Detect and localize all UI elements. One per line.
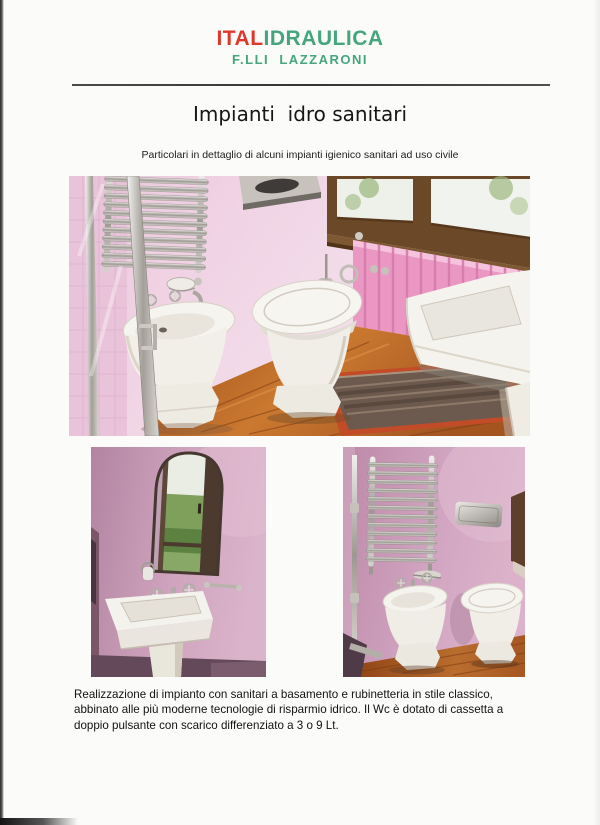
logo-part-green: IDRAULICA — [263, 27, 384, 50]
bidet-wc-illustration — [343, 447, 525, 677]
page-title: Impianti idro sanitari — [192, 102, 408, 126]
washbasin-mirror-illustration — [91, 447, 266, 677]
description-paragraph — [74, 687, 544, 733]
description-line: doppio pulsante con scarico differenziato a 3 o 9 Lt. — [74, 718, 339, 732]
photo-bidet-wc — [343, 447, 525, 677]
flush-plate — [454, 501, 502, 527]
page-subtitle: Particolari in dettaglio di alcuni impianti igienico sanitari ad uso civile — [141, 149, 459, 161]
logo-part-red: ITAL — [216, 27, 264, 50]
company-name: F.LLI LAZZARONI — [232, 52, 368, 67]
photo-washbasin-mirror — [91, 447, 266, 677]
description-line: Realizzazione di impianto con sanitari a basamento e rubinetteria in stile classico, — [74, 688, 493, 701]
company-logo — [0, 27, 600, 51]
main-bathroom-illustration — [69, 176, 530, 436]
door-jamb-shadow — [91, 527, 99, 677]
letterhead-rule — [72, 84, 550, 86]
window-edge — [511, 491, 525, 579]
photo-main-bathroom — [69, 176, 530, 436]
soap-dish — [167, 278, 195, 292]
scan-edge-bottom — [0, 818, 78, 825]
description-line: abbinato alle più moderne tecnologie di risparmio idrico. Il Wc è dotato di cassetta a — [74, 703, 504, 717]
